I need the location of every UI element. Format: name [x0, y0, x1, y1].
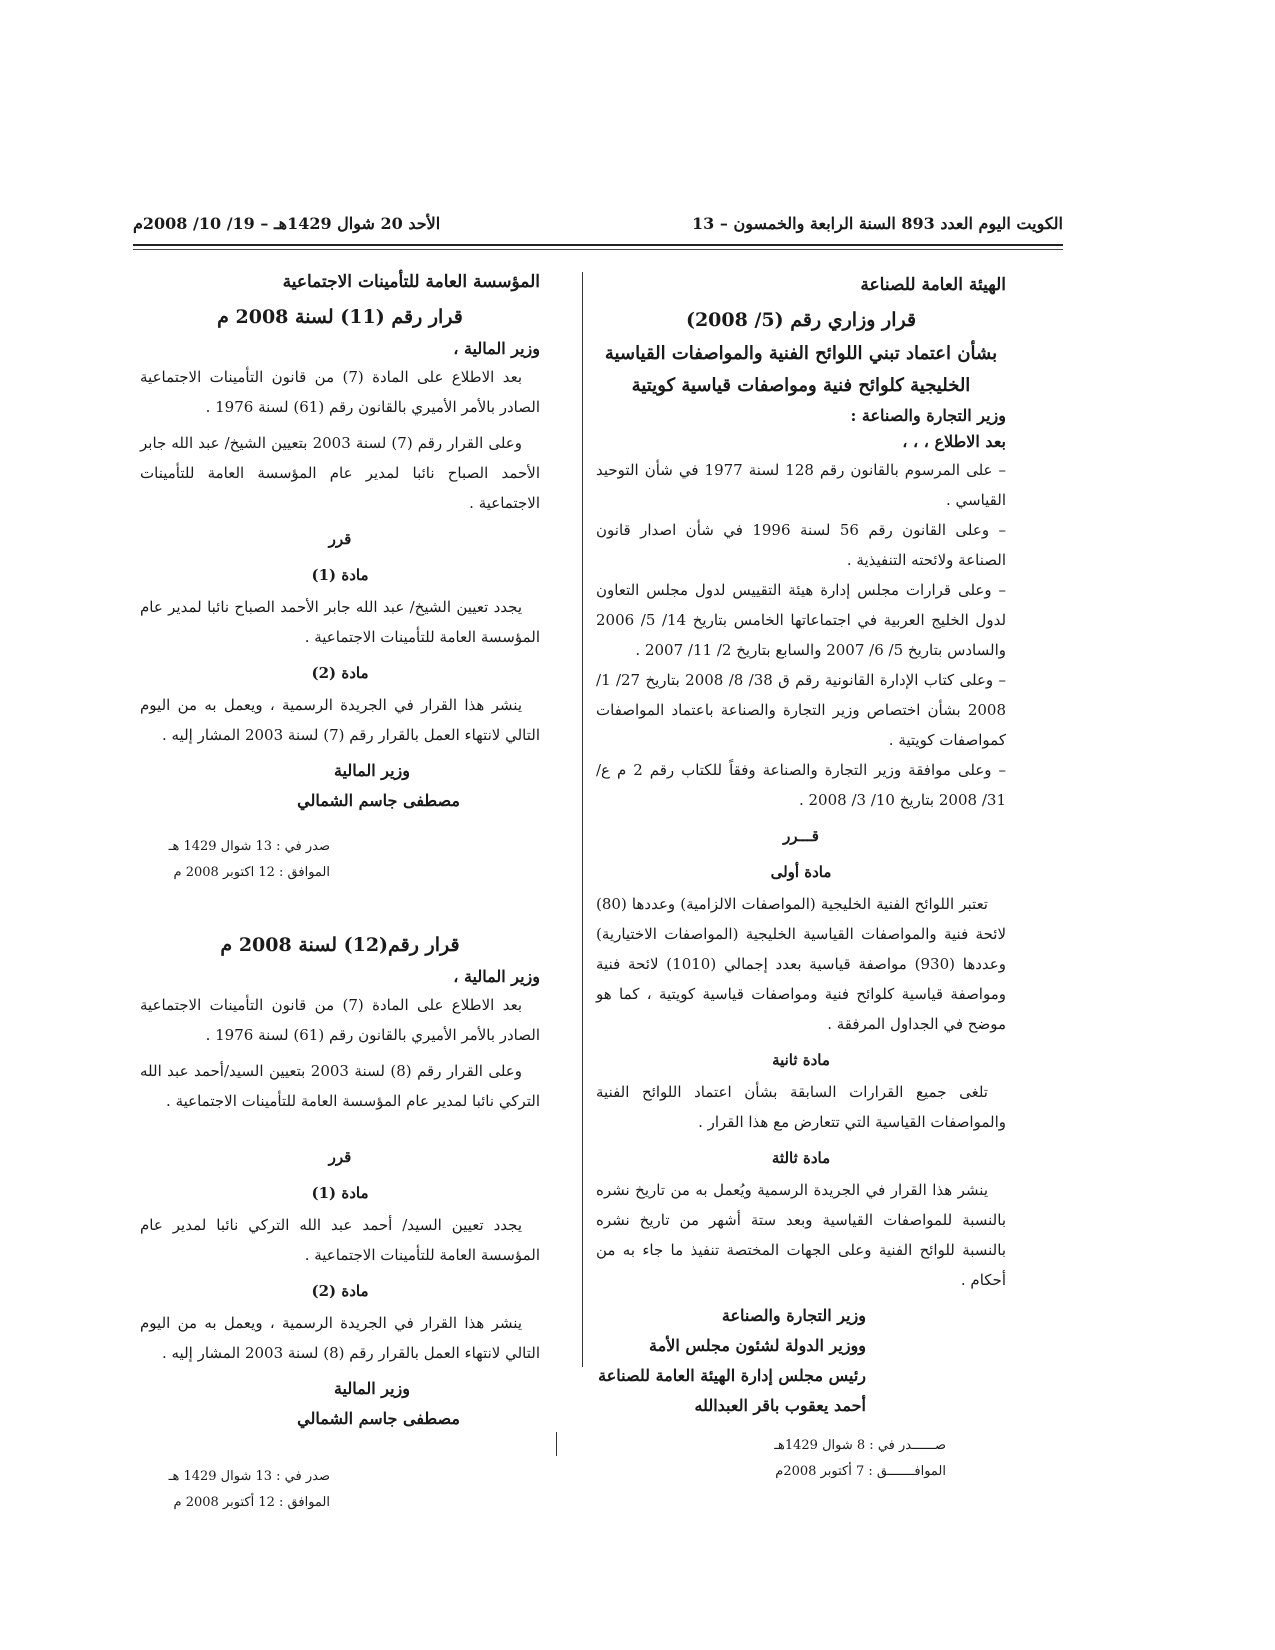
- issued-date: صــــــدر في : 8 شوال 1429هـ: [774, 1438, 946, 1453]
- decided-label: قرر: [328, 530, 352, 548]
- preamble-paragraph: وعلى القرار رقم (7) لسنة 2003 بتعيين الشيخ/ عبد الله جابر الأحمد الصباح نائبا لمدير عام المؤسسة العامة للتأمينات الاجتماعية .: [140, 434, 540, 512]
- minister-label: وزير المالية ،: [453, 967, 540, 986]
- corresponding-date: الموافق : 12 اكتوبر 2008 م: [173, 865, 330, 880]
- header-rule-thin: [133, 249, 1063, 250]
- column-divider: [582, 272, 583, 1367]
- left-column: [140, 272, 540, 1516]
- article-label: مادة أولى: [770, 863, 832, 881]
- article-label: مادة (1): [311, 566, 369, 584]
- preamble-paragraph: بعد الاطلاع على المادة (7) من قانون التأمينات الاجتماعية الصادر بالأمر الأميري بالقانون رقم (61) لسنة 1976 .: [140, 996, 540, 1044]
- preamble-paragraph: وعلى القرار رقم (8) لسنة 2003 بتعيين السيد/أحمد عبد الله التركي نائبا لمدير عام المؤسسة العامة للتأمينات الاجتماعية .: [140, 1062, 540, 1110]
- article-text: تعتبر اللوائح الفنية الخليجية (المواصفات الالزامية) وعددها (80) لائحة فنية والمواصفات القياسية الخليجية (المواصفات الاختيارية) وعددها (930) مواصفة قياسية بعدد إجمالي (1010) لائحة فنية ومواصفة قياسية كلوائح فنية ومواصفات قياسية كويتية ، كما هو موضح في الجداول المرفقة .: [596, 895, 1006, 1033]
- signature-line: وزير التجارة والصناعة: [721, 1306, 866, 1325]
- decision-title: قرار وزاري رقم (5/ 2008): [685, 309, 917, 331]
- preamble-item: – وعلى قرارات مجلس إدارة هيئة التقييس لدول مجلس التعاون لدول الخليج العربية في اجتماعاتها الخامس بتاريخ 14/ 5/ 2006 والسادس بتاريخ 5/ 6/ 2007 والسابع بتاريخ 2/ 11/ 2007 .: [596, 581, 1007, 659]
- article-label: مادة ثانية: [772, 1051, 830, 1069]
- signatory-name: مصطفى جاسم الشمالي: [297, 1409, 460, 1428]
- article-text: ينشر هذا القرار في الجريدة الرسمية ، ويعمل به من اليوم التالي لانتهاء العمل بالقرار رقم (8) لسنة 2003 المشار إليه .: [140, 1314, 540, 1362]
- corresponding-date: الموافـــــــق : 7 أكتوبر 2008م: [775, 1464, 946, 1479]
- article-text: ينشر هذا القرار في الجريدة الرسمية ، ويعمل به من اليوم التالي لانتهاء العمل بالقرار رقم (7) لسنة 2003 المشار إليه .: [140, 696, 540, 744]
- signature-line: وزير المالية: [333, 1379, 410, 1398]
- signatory-name: مصطفى جاسم الشمالي: [297, 791, 460, 810]
- minister-label: وزير التجارة والصناعة :: [850, 406, 1006, 425]
- corresponding-date: الموافق : 12 أكتوبر 2008 م: [173, 1495, 330, 1510]
- after-review-label: بعد الاطلاع ، ، ،: [902, 432, 1006, 451]
- signatory-name: أحمد يعقوب باقر العبدالله: [694, 1396, 866, 1415]
- page-bottom-mark: [556, 1432, 557, 1456]
- decision-title: قرار رقم (11) لسنة 2008 م: [217, 306, 463, 328]
- article-text: ينشر هذا القرار في الجريدة الرسمية ويُعمل به من تاريخ نشره بالنسبة للمواصفات القياسية وبعد ستة أشهر من تاريخ نشره بالنسبة للوائح الفنية وعلى الجهات المختصة تنفيذ ما جاء به من أحكام .: [596, 1181, 1006, 1289]
- preamble-item: – وعلى كتاب الإدارة القانونية رقم ق 38/ 8/ 2008 بتاريخ 27/ 1/ 2008 بشأن اختصاص وزير التجارة والصناعة باعتماد المواصفات كمواصفات كويتية .: [596, 671, 1006, 749]
- signature-line: وزير المالية: [333, 761, 410, 780]
- preamble-item: – على المرسوم بالقانون رقم 128 لسنة 1977 في شأن التوحيد القياسي .: [596, 461, 1006, 509]
- minister-label: وزير المالية ،: [453, 339, 540, 358]
- decision-subject-line: بشأن اعتماد تبني اللوائح الفنية والمواصفات القياسية: [604, 343, 998, 364]
- spacer: [140, 1122, 540, 1136]
- issue-dates: [596, 1433, 946, 1485]
- page-header: [133, 210, 1063, 240]
- issued-date: صدر في : 13 شوال 1429 هـ: [168, 839, 330, 854]
- signature-block: [140, 756, 500, 816]
- decision-separator: [140, 886, 540, 926]
- org-name-insurance: المؤسسة العامة للتأمينات الاجتماعية: [282, 272, 540, 292]
- preamble-item: – وعلى القانون رقم 56 لسنة 1996 في شأن اصدار قانون الصناعة ولائحته التنفيذية .: [596, 521, 1006, 569]
- org-name-industry: الهيئة العامة للصناعة: [860, 275, 1006, 295]
- decided-label: قرر: [328, 1148, 352, 1166]
- issue-dates: [140, 834, 330, 886]
- signature-line: رئيس مجلس إدارة الهيئة العامة للصناعة: [598, 1366, 866, 1385]
- decision-title: قرار رقم(12) لسنة 2008 م: [220, 934, 460, 956]
- decided-label: قـــرر: [783, 827, 819, 845]
- header-issue-info: الكويت اليوم العدد 893 السنة الرابعة والخمسون – 13: [692, 214, 1063, 233]
- decision-subject-line: الخليجية كلوائح فنية ومواصفات قياسية كويتية: [631, 375, 971, 396]
- header-rule: [133, 244, 1063, 246]
- article-label: مادة ثالثة: [771, 1149, 831, 1167]
- signature-block: [140, 1374, 500, 1434]
- signature-line: ووزير الدولة لشئون مجلس الأمة: [649, 1336, 866, 1355]
- article-text: يجدد تعيين السيد/ أحمد عبد الله التركي نائبا لمدير عام المؤسسة العامة للتأمينات الاجتماعية .: [140, 1216, 540, 1264]
- article-label: مادة (2): [311, 664, 369, 682]
- article-label: مادة (2): [311, 1282, 369, 1300]
- issue-dates: [140, 1464, 330, 1516]
- article-text: يجدد تعيين الشيخ/ عبد الله جابر الأحمد الصباح نائبا لمدير عام المؤسسة العامة للتأمينات الاجتماعية .: [140, 598, 540, 646]
- preamble-paragraph: بعد الاطلاع على المادة (7) من قانون التأمينات الاجتماعية الصادر بالأمر الأميري بالقانون رقم (61) لسنة 1976 .: [140, 368, 540, 416]
- issued-date: صدر في : 13 شوال 1429 هـ: [168, 1469, 330, 1484]
- right-column: [596, 275, 1006, 1485]
- signature-block: [596, 1301, 866, 1421]
- article-text: تلغى جميع القرارات السابقة بشأن اعتماد اللوائح الفنية والمواصفات القياسية التي تتعارض مع هذا القرار .: [596, 1083, 1006, 1131]
- preamble-item: – وعلى موافقة وزير التجارة والصناعة وفقاً للكتاب رقم 2 م ع/ 31/ 2008 بتاريخ 10/ 3/ 2008 .: [596, 761, 1006, 809]
- header-date: الأحد 20 شوال 1429هـ – 19/ 10/ 2008م: [133, 214, 441, 233]
- article-label: مادة (1): [311, 1184, 369, 1202]
